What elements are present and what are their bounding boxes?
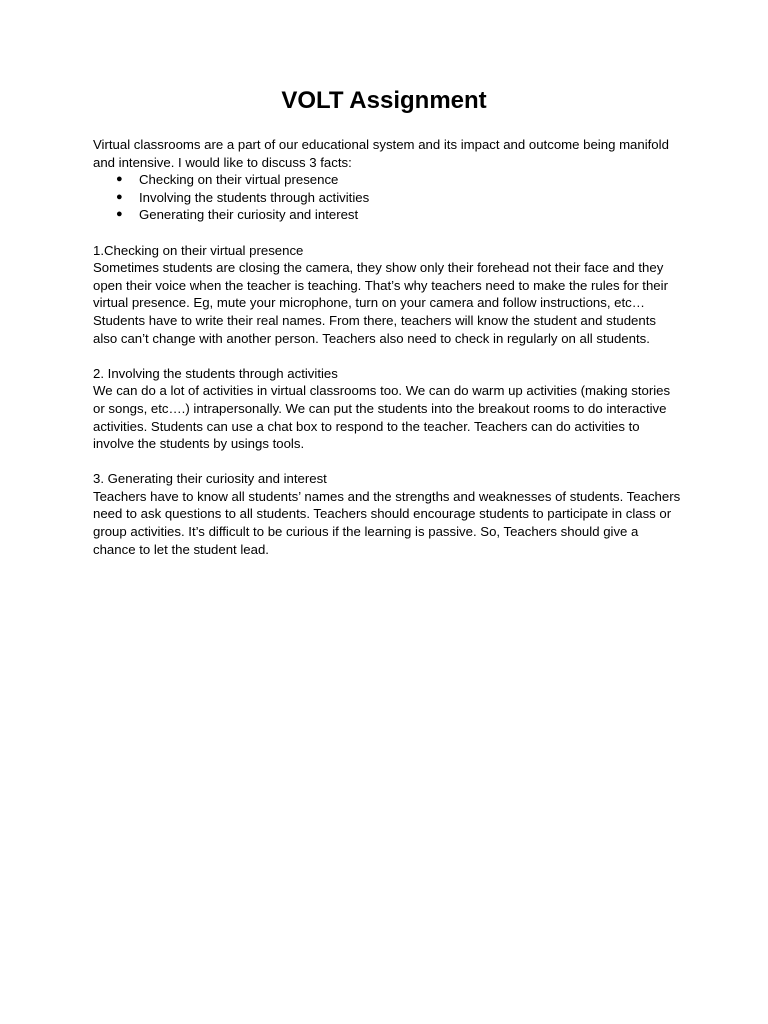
- list-item-text: Checking on their virtual presence: [139, 172, 339, 188]
- list-item: [93, 171, 683, 189]
- spacer: [93, 453, 683, 471]
- facts-list: [93, 171, 683, 224]
- bullet-icon: ●: [116, 208, 123, 221]
- document-body: [93, 136, 683, 558]
- bullet-icon: ●: [116, 190, 123, 203]
- section-heading: 3. Generating their curiosity and interest: [93, 471, 327, 487]
- list-item-text: Involving the students through activities: [139, 189, 370, 205]
- spacer: [93, 347, 683, 365]
- section-paragraph: Sometimes students are closing the camera, they show only their forehead not their face and they open their voice when the teacher is teaching. That’s why teachers need to make the rules for their virtual presence. Eg, mute your microphone, turn on your camera and follow instructions, etc… Students have to write their real names. From there, teachers will know the student and students also can’t change with another person. Teachers also need to check in regularly on all students.: [93, 260, 668, 346]
- section-heading: 2. Involving the students through activities: [93, 365, 338, 381]
- intro-paragraph: Virtual classrooms are a part of our educational system and its impact and outcome being manifold and intensive. I would like to discuss 3 facts:: [93, 137, 669, 170]
- list-item-text: Generating their curiosity and interest: [139, 207, 359, 223]
- list-item: [93, 189, 683, 207]
- spacer: [93, 224, 683, 242]
- bullet-icon: ●: [116, 173, 123, 186]
- document-title: VOLT Assignment: [281, 87, 487, 114]
- section-paragraph: We can do a lot of activities in virtual classrooms too. We can do warm up activities (making stories or songs, etc….) intrapersonally. We can put the students into the breakout rooms to do interactive activities. Students can use a chat box to respond to the teacher. Teachers can do activities to involve the students by usings tools.: [93, 383, 671, 452]
- section-heading: 1.Checking on their virtual presence: [93, 242, 304, 258]
- section-paragraph: Teachers have to know all students’ names and the strengths and weaknesses of students. Teachers need to ask questions to all students. Teachers should encourage students to participate in class or group activities. It’s difficult to be curious if the learning is passive. So, Teachers should give a chance to let the student lead.: [93, 488, 681, 557]
- list-item: [93, 206, 683, 224]
